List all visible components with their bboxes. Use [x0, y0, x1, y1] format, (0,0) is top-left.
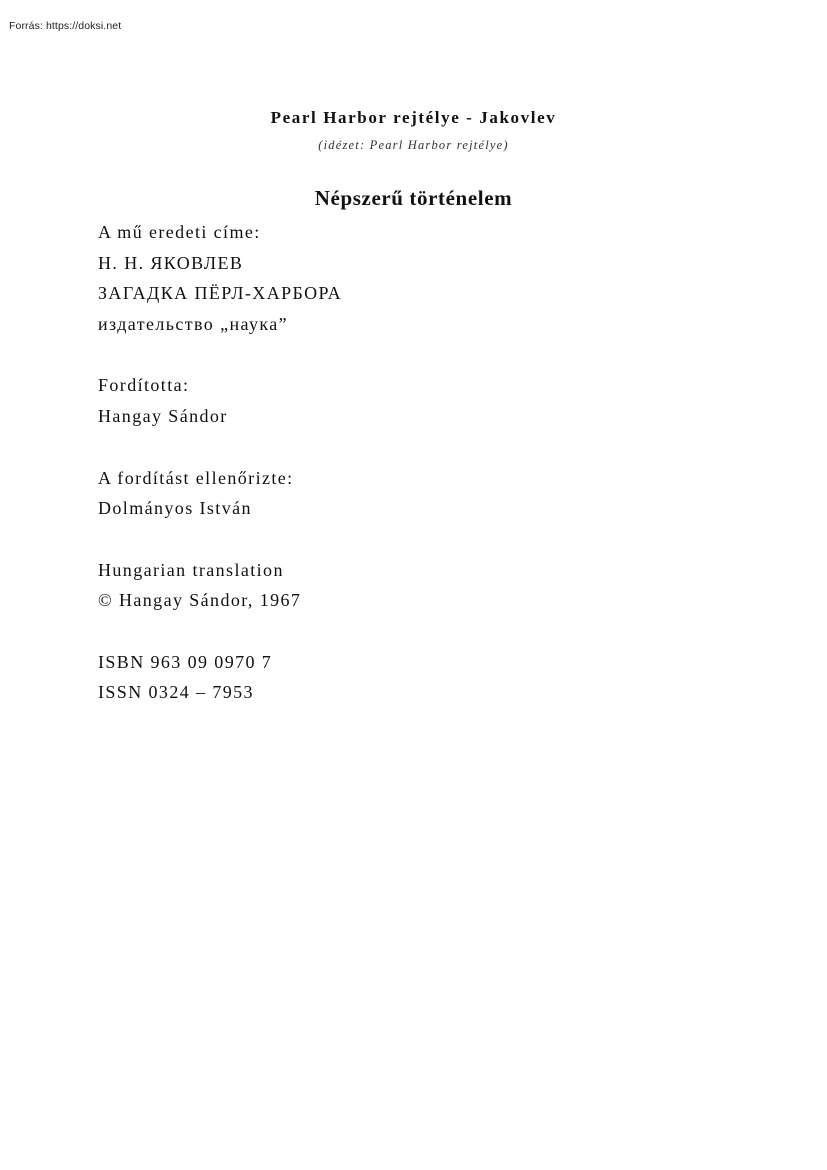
page-title: Pearl Harbor rejtélye - Jakovlev: [270, 108, 557, 127]
original-title: ЗАГАДКА ПЁРЛ-ХАРБОРА: [98, 283, 343, 304]
original-author: Н. Н. ЯКОВЛЕВ: [98, 252, 244, 273]
isbn: ISBN 963 09 0970 7: [98, 651, 273, 672]
reviewer-name: Dolmányos István: [98, 498, 252, 519]
original-title-label: A mű eredeti címe:: [98, 222, 261, 242]
translator-name: Hangay Sándor: [98, 406, 228, 427]
spacer: [98, 432, 778, 463]
colophon: [98, 217, 778, 708]
source-line: Forrás: https://doksi.net: [9, 20, 122, 32]
copyright-label: Hungarian translation: [98, 559, 284, 580]
reviewer-label: A fordítást ellenőrizte:: [98, 467, 294, 488]
spacer: [98, 524, 778, 555]
original-publisher: издательство „наука”: [98, 314, 289, 335]
issn: ISSN 0324 – 7953: [98, 682, 254, 703]
translator-label: Fordította:: [98, 375, 190, 396]
page-subtitle: (idézet: Pearl Harbor rejtélye): [318, 138, 509, 152]
copyright-line: © Hangay Sándor, 1967: [98, 590, 302, 611]
spacer: [98, 616, 778, 647]
spacer: [98, 340, 778, 371]
series-title: Népszerű történelem: [314, 186, 513, 210]
